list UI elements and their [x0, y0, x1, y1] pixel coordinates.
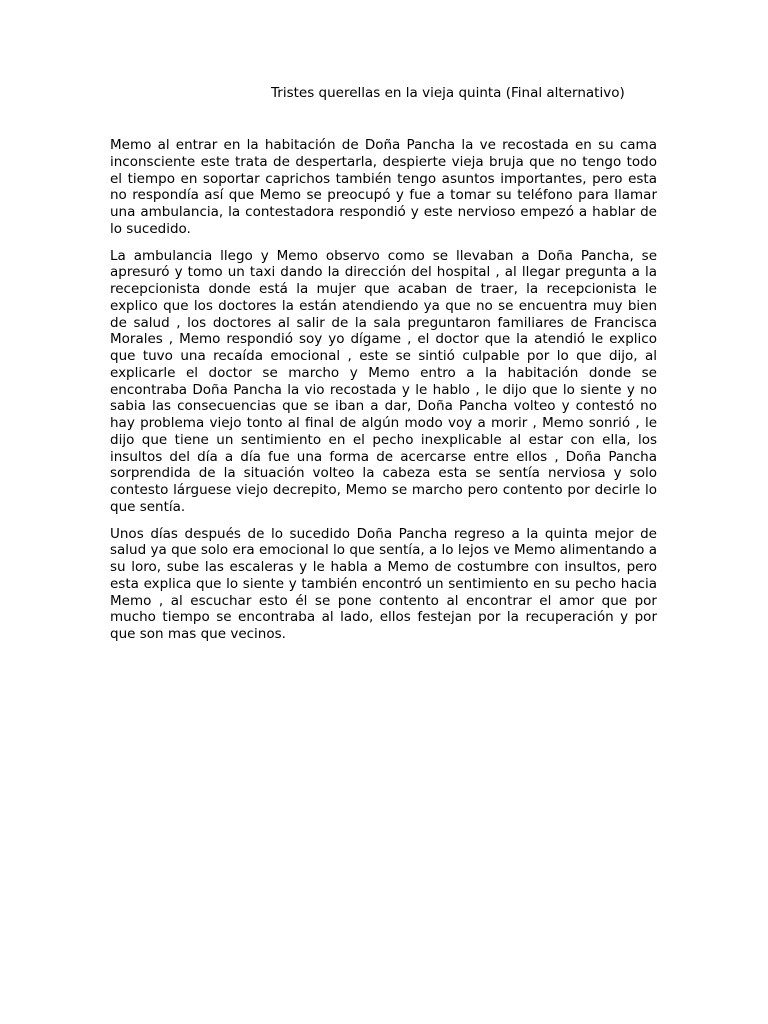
document-body [110, 137, 657, 653]
document-title: Tristes querellas en la vieja quinta (Final alternativo) [271, 85, 625, 101]
paragraph-1: Memo al entrar en la habitación de Doña Pancha la ve recostada en su cama inconsciente este trata de despertarla, despierte vieja bruja que no tengo todo el tiempo en soportar caprichos también tengo asuntos importantes, pero esta no respondía así que Memo se preocupó y fue a tomar su teléfono para llamar una ambulancia, la contestadora respondió y este nervioso empezó a hablar de lo sucedido. [110, 137, 657, 237]
paragraph-3: Unos días después de lo sucedido Doña Pancha regreso a la quinta mejor de salud ya que solo era emocional lo que sentía, a lo lejos ve Memo alimentando a su loro, sube las escaleras y le habla a Memo de costumbre con insultos, pero esta explica que lo siente y también encontró un sentimiento en su pecho hacia Memo , al escuchar esto él se pone contento al encontrar el amor que por mucho tiempo se encontraba al lado, ellos festejan por la recuperación y por que son mas que vecinos. [110, 525, 657, 642]
paragraph-2: La ambulancia llego y Memo observo como se llevaban a Doña Pancha, se apresuró y tomo un taxi dando la dirección del hospital , al llegar pregunta a la recepcionista donde está la mujer que acaban de traer, la recepcionista le explico que los doctores la están atendiendo ya que no se encuentra muy bien de salud , los doctores al salir de la sala preguntaron familiares de Francisca Morales , Memo respondió soy yo dígame , el doctor que la atendió le explico que tuvo una recaída emocional , este se sintió culpable por lo que dijo, al explicarle el doctor se marcho y Memo entro a la habitación donde se encontraba Doña Pancha la vio recostada y le hablo , le dijo que lo siente y no sabia las consecuencias que se iban a dar, Doña Pancha volteo y contestó no hay problema viejo tonto al final de algún modo voy a morir , Memo sonrió , le dijo que tiene un sentimiento en el pecho inexplicable al estar con ella, los insultos del día a día fue una forma de acercarse entre ellos , Doña Pancha sorprendida de la situación volteo la cabeza esta se sentía nerviosa y solo contesto lárguese viejo decrepito, Memo se marcho pero contento por decirle lo que sentía. [110, 247, 657, 515]
